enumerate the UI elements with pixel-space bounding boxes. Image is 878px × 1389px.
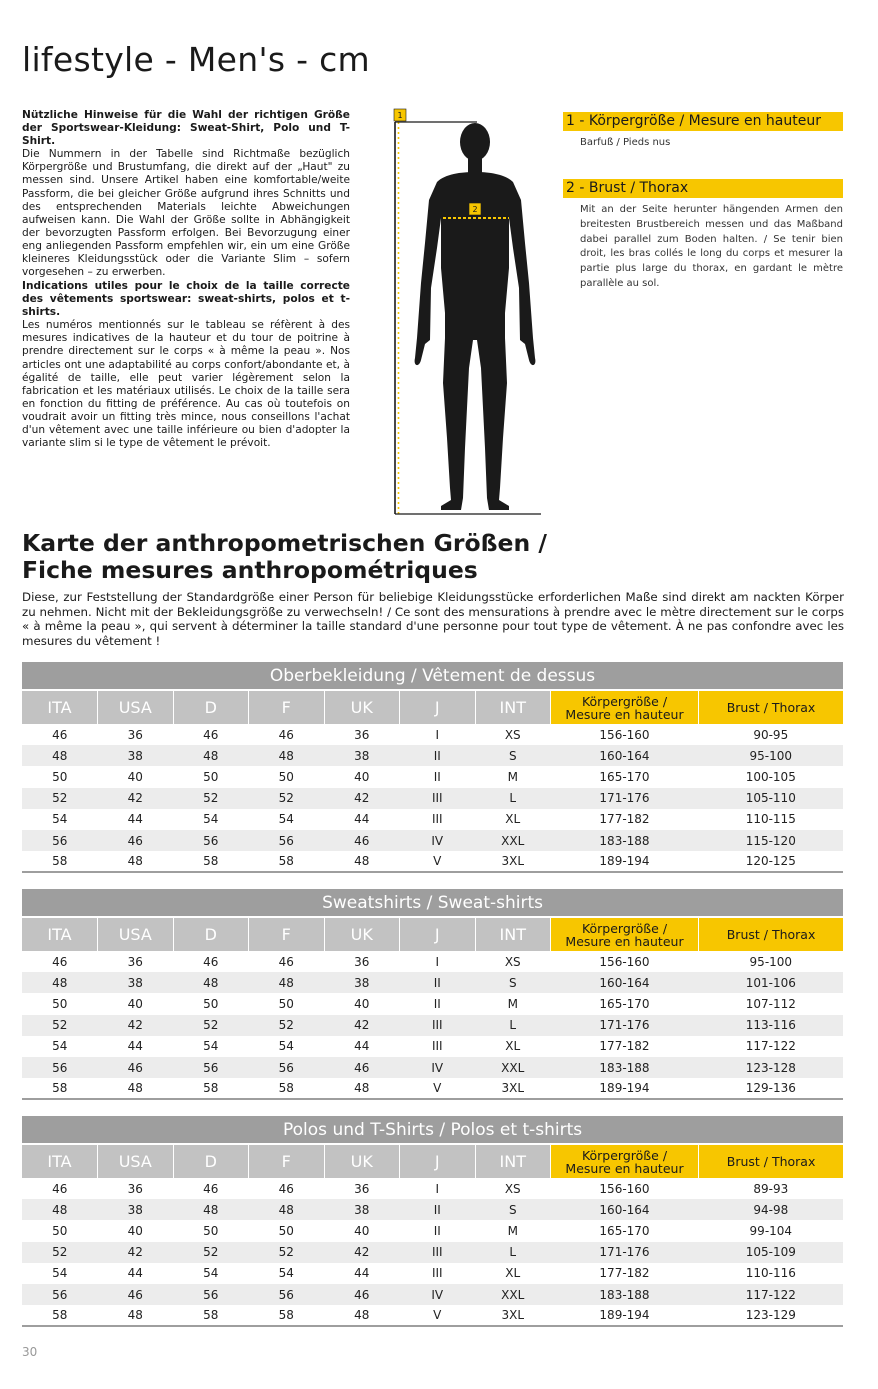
table-cell: 40 bbox=[354, 769, 370, 784]
table-cell: 48 bbox=[324, 1078, 400, 1099]
table-cell: 189-194 bbox=[551, 1078, 699, 1099]
table-cell: 156-160 bbox=[599, 1181, 650, 1196]
table-cell: 40 bbox=[127, 996, 143, 1011]
table-cell: 100-105 bbox=[745, 769, 796, 784]
table-row bbox=[22, 724, 843, 745]
table-cell: 46 bbox=[324, 1057, 400, 1078]
column-header: J bbox=[400, 690, 476, 724]
page-title: lifestyle - Men's - cm bbox=[22, 40, 371, 79]
size-table-polos bbox=[22, 1116, 843, 1327]
table-cell: 3XL bbox=[475, 851, 551, 872]
body-figure bbox=[385, 108, 545, 518]
table-cell: XXL bbox=[475, 830, 551, 851]
table-cell: 48 bbox=[22, 1199, 98, 1220]
table-cell: S bbox=[475, 972, 551, 993]
table-cell: 56 bbox=[22, 1057, 98, 1078]
column-header-height bbox=[551, 917, 699, 951]
table-cell: 52 bbox=[22, 788, 98, 809]
table-row bbox=[22, 1305, 843, 1326]
table-cell: 165-170 bbox=[599, 1223, 650, 1238]
table-cell: 42 bbox=[98, 1015, 174, 1036]
table-cell: 38 bbox=[98, 745, 174, 766]
measure-chest bbox=[563, 179, 843, 292]
table-cell: 48 bbox=[173, 745, 249, 766]
table-cell: 117-122 bbox=[745, 1039, 796, 1054]
table-cell: 46 bbox=[278, 727, 294, 742]
table-cell: M bbox=[507, 996, 518, 1011]
table-cell: 56 bbox=[249, 1057, 325, 1078]
table-row bbox=[22, 1078, 843, 1099]
table-row bbox=[22, 745, 843, 766]
table-cell: 40 bbox=[354, 1223, 370, 1238]
table-cell: M bbox=[507, 769, 518, 784]
table-cell: 171-176 bbox=[551, 1242, 699, 1263]
table-cell: 42 bbox=[324, 1242, 400, 1263]
table-cell: 183-188 bbox=[551, 1284, 699, 1305]
table-cell: XL bbox=[505, 1266, 521, 1281]
table-cell: 56 bbox=[173, 1057, 249, 1078]
table-cell: 36 bbox=[354, 727, 370, 742]
table-cell: 38 bbox=[324, 972, 400, 993]
table-cell: 46 bbox=[98, 1284, 174, 1305]
table-cell: 58 bbox=[173, 851, 249, 872]
column-header: J bbox=[400, 917, 476, 951]
table-cell: 50 bbox=[52, 996, 68, 1011]
column-header-chest: Brust / Thorax bbox=[699, 1144, 844, 1178]
table-cell: M bbox=[507, 1223, 518, 1238]
table-cell: 129-136 bbox=[699, 1078, 844, 1099]
table-cell: 36 bbox=[354, 1181, 370, 1196]
table-cell: 189-194 bbox=[551, 1305, 699, 1326]
table-cell: 54 bbox=[278, 1266, 294, 1281]
table-cell: V bbox=[400, 851, 476, 872]
table-cell: 110-116 bbox=[745, 1266, 796, 1281]
table-row bbox=[22, 809, 843, 830]
table-cell: II bbox=[400, 745, 476, 766]
column-header: UK bbox=[324, 1144, 400, 1178]
table-cell: I bbox=[435, 954, 440, 969]
column-header: USA bbox=[98, 917, 174, 951]
table-cell: 54 bbox=[203, 1266, 219, 1281]
table-cell: 117-122 bbox=[699, 1284, 844, 1305]
table-cell: III bbox=[400, 1015, 476, 1036]
column-header-height-line1: Körpergröße / bbox=[581, 920, 668, 936]
table-cell: XXL bbox=[475, 1284, 551, 1305]
table-cell: 46 bbox=[278, 1181, 294, 1196]
table-cell: 46 bbox=[203, 954, 219, 969]
table-row bbox=[22, 1178, 843, 1199]
table-cell: 52 bbox=[249, 788, 325, 809]
table-cell: 50 bbox=[52, 1223, 68, 1238]
table-cell: 115-120 bbox=[699, 830, 844, 851]
table-cell: 36 bbox=[354, 954, 370, 969]
table-cell: 105-109 bbox=[699, 1242, 844, 1263]
table-cell: 50 bbox=[203, 996, 219, 1011]
table-cell: XL bbox=[505, 812, 521, 827]
column-header: UK bbox=[324, 917, 400, 951]
table-cell: 46 bbox=[278, 954, 294, 969]
table-cell: III bbox=[400, 1242, 476, 1263]
column-header: D bbox=[173, 917, 249, 951]
table-cell: 48 bbox=[22, 745, 98, 766]
table-cell: 44 bbox=[127, 1039, 143, 1054]
column-header-chest: Brust / Thorax bbox=[699, 917, 844, 951]
column-header: D bbox=[173, 1144, 249, 1178]
table-cell: 44 bbox=[354, 1039, 370, 1054]
table-cell: L bbox=[475, 1015, 551, 1036]
table-cell: 3XL bbox=[475, 1305, 551, 1326]
table-cell: 40 bbox=[354, 996, 370, 1011]
table-cell: 38 bbox=[324, 1199, 400, 1220]
column-header: F bbox=[249, 917, 325, 951]
table-row bbox=[22, 1263, 843, 1284]
table-cell: 52 bbox=[22, 1242, 98, 1263]
table-cell: 94-98 bbox=[699, 1199, 844, 1220]
table-row bbox=[22, 788, 843, 809]
table-cell: XXL bbox=[475, 1057, 551, 1078]
table-cell: L bbox=[475, 788, 551, 809]
table-cell: II bbox=[400, 972, 476, 993]
table-cell: 113-116 bbox=[699, 1015, 844, 1036]
section-title-line2: Fiche mesures anthropométriques bbox=[22, 556, 478, 584]
table-cell: 58 bbox=[173, 1078, 249, 1099]
page-number: 30 bbox=[22, 1345, 38, 1359]
table-cell: II bbox=[433, 769, 441, 784]
table-cell: 58 bbox=[22, 851, 98, 872]
table-row bbox=[22, 1220, 843, 1241]
table-cell: 56 bbox=[22, 1284, 98, 1305]
measure-height-title: 1 - Körpergröße / Mesure en hauteur bbox=[563, 112, 843, 131]
table-cell: 58 bbox=[249, 1078, 325, 1099]
table-caption: Sweatshirts / Sweat-shirts bbox=[22, 889, 843, 917]
table-cell: 52 bbox=[173, 1015, 249, 1036]
table-cell: 48 bbox=[98, 1305, 174, 1326]
column-header: F bbox=[249, 1144, 325, 1178]
table-cell: 44 bbox=[354, 812, 370, 827]
column-header-height-line2: Mesure en hauteur bbox=[565, 1160, 684, 1176]
table-cell: 165-170 bbox=[599, 996, 650, 1011]
table-caption: Oberbekleidung / Vêtement de dessus bbox=[22, 662, 843, 690]
table-cell: IV bbox=[400, 830, 476, 851]
column-header: ITA bbox=[22, 917, 98, 951]
table-cell: II bbox=[433, 996, 441, 1011]
table-cell: 38 bbox=[324, 745, 400, 766]
table-cell: 48 bbox=[249, 1199, 325, 1220]
table-row bbox=[22, 1284, 843, 1305]
table-cell: 46 bbox=[203, 727, 219, 742]
table-row bbox=[22, 1057, 843, 1078]
section-title bbox=[22, 530, 547, 584]
table-cell: L bbox=[475, 1242, 551, 1263]
column-header: INT bbox=[475, 1144, 551, 1178]
table-cell: 54 bbox=[203, 1039, 219, 1054]
table-cell: 48 bbox=[98, 851, 174, 872]
column-header: USA bbox=[98, 1144, 174, 1178]
table-cell: S bbox=[475, 745, 551, 766]
table-row bbox=[22, 1199, 843, 1220]
height-marker-label: 1 bbox=[397, 111, 403, 120]
column-header: J bbox=[400, 1144, 476, 1178]
table-cell: 160-164 bbox=[551, 972, 699, 993]
table-cell: 44 bbox=[354, 1266, 370, 1281]
table-cell: 56 bbox=[173, 1284, 249, 1305]
table-cell: 46 bbox=[324, 830, 400, 851]
table-cell: 46 bbox=[203, 1181, 219, 1196]
table-cell: 46 bbox=[98, 830, 174, 851]
table-row bbox=[22, 766, 843, 787]
table-cell: 48 bbox=[173, 1199, 249, 1220]
table-cell: 101-106 bbox=[699, 972, 844, 993]
table-cell: III bbox=[431, 1039, 443, 1054]
table-cell: 42 bbox=[324, 1015, 400, 1036]
column-header: USA bbox=[98, 690, 174, 724]
table-cell: 58 bbox=[249, 1305, 325, 1326]
table-cell: 48 bbox=[249, 972, 325, 993]
table-cell: 58 bbox=[173, 1305, 249, 1326]
table-cell: 50 bbox=[52, 769, 68, 784]
table-cell: 54 bbox=[52, 1039, 68, 1054]
size-table-outerwear bbox=[22, 662, 843, 873]
chest-marker-label: 2 bbox=[472, 205, 478, 214]
table-cell: 54 bbox=[52, 812, 68, 827]
column-header: INT bbox=[475, 917, 551, 951]
table-cell: 44 bbox=[127, 1266, 143, 1281]
column-header: D bbox=[173, 690, 249, 724]
section-description: Diese, zur Feststellung der Standardgröße einer Person für beliebige Kleidungsstücke erforderlichen Maße sind direkt am nackten Körper zu nehmen. Nicht mit der Bekleidungsgröße zu verwechseln! / Ce sont des mensurations à prendre avec le mètre directement sur le corps « à même la peau », qui servent à déterminer la taille standard d'une personne pour tout type de vêtement. À ne pas confondre avec les mesures du vêtement ! bbox=[22, 590, 844, 648]
table-cell: 183-188 bbox=[551, 830, 699, 851]
table-row bbox=[22, 1242, 843, 1263]
table-cell: 177-182 bbox=[599, 812, 650, 827]
table-cell: 54 bbox=[278, 812, 294, 827]
table-cell: 50 bbox=[203, 769, 219, 784]
table-cell: I bbox=[435, 1181, 440, 1196]
table-cell: 56 bbox=[173, 830, 249, 851]
table-cell: 46 bbox=[52, 727, 68, 742]
column-header-height-line2: Mesure en hauteur bbox=[565, 706, 684, 722]
table-cell: XL bbox=[505, 1039, 521, 1054]
table-cell: 107-112 bbox=[745, 996, 796, 1011]
table-cell: 177-182 bbox=[599, 1266, 650, 1281]
table-cell: V bbox=[400, 1078, 476, 1099]
table-cell: 38 bbox=[98, 1199, 174, 1220]
measure-height bbox=[563, 112, 843, 151]
table-caption: Polos und T-Shirts / Polos et t-shirts bbox=[22, 1116, 843, 1144]
table-cell: S bbox=[475, 1199, 551, 1220]
table-cell: 160-164 bbox=[551, 745, 699, 766]
column-header-height-line2: Mesure en hauteur bbox=[565, 933, 684, 949]
table-cell: II bbox=[400, 1199, 476, 1220]
table-row bbox=[22, 1036, 843, 1057]
table-cell: 56 bbox=[249, 1284, 325, 1305]
column-header-chest: Brust / Thorax bbox=[699, 690, 844, 724]
intro-french bbox=[22, 280, 350, 450]
table-cell: XS bbox=[504, 727, 521, 742]
table-cell: 42 bbox=[98, 788, 174, 809]
table-cell: 156-160 bbox=[599, 727, 650, 742]
intro-french-heading: Indications utiles pour le choix de la taille correcte des vêtements sportswear: sweat-shirts, polos et t-shirts. bbox=[22, 280, 350, 319]
table-row bbox=[22, 972, 843, 993]
table-cell: 177-182 bbox=[599, 1039, 650, 1054]
table-cell: 52 bbox=[173, 788, 249, 809]
table-cell: 50 bbox=[278, 769, 294, 784]
table-cell: 189-194 bbox=[551, 851, 699, 872]
table-cell: 123-129 bbox=[699, 1305, 844, 1326]
table-cell: 160-164 bbox=[551, 1199, 699, 1220]
section-title-line1: Karte der anthropometrischen Größen / bbox=[22, 529, 547, 557]
table-row bbox=[22, 851, 843, 872]
measure-chest-text: Mit an der Seite herunter hängenden Armen den breitesten Brustbereich messen und das Maßband dabei parallel zum Boden halten. / Se tenir bien droit, les bras collés le long du corps et mesurer la partie plus large du thorax, en gardant le mètre parallèle au sol. bbox=[580, 204, 843, 289]
table-cell: 95-100 bbox=[699, 745, 844, 766]
column-header: UK bbox=[324, 690, 400, 724]
intro-french-text: Les numéros mentionnés sur le tableau se réfèrent à des mesures indicatives de la hauteur et du tour de poitrine à prendre directement sur le corps « à même la peau ». Nos articles ont une adaptabilité au corps confort/abondante et, à égalité de taille, elle peut varier légèrement selon la fabrication et les matériaux utilisés. Le choix de la taille sera en fonction du fitting de préférence. Au cas où toutefois on voudrait avoir un fitting très mince, nous conseillons l'achat d'un vêtement avec une taille inférieure ou bien d'adopter la variante slim si le type de vêtement le prévoit. bbox=[22, 319, 350, 450]
table-cell: III bbox=[431, 812, 443, 827]
table-cell: 36 bbox=[127, 954, 143, 969]
table-cell: XS bbox=[504, 1181, 521, 1196]
table-cell: 48 bbox=[324, 851, 400, 872]
size-table-sweatshirts bbox=[22, 889, 843, 1100]
table-cell: 56 bbox=[249, 830, 325, 851]
table-cell: 54 bbox=[52, 1266, 68, 1281]
table-cell: II bbox=[433, 1223, 441, 1238]
table-cell: 48 bbox=[22, 972, 98, 993]
table-cell: 165-170 bbox=[599, 769, 650, 784]
table-cell: 171-176 bbox=[551, 788, 699, 809]
table-cell: 54 bbox=[203, 812, 219, 827]
table-cell: 42 bbox=[324, 788, 400, 809]
column-header: ITA bbox=[22, 1144, 98, 1178]
table-cell: 52 bbox=[22, 1015, 98, 1036]
table-cell: 46 bbox=[98, 1057, 174, 1078]
table-cell: 48 bbox=[249, 745, 325, 766]
table-cell: 46 bbox=[324, 1284, 400, 1305]
table-cell: 44 bbox=[127, 812, 143, 827]
table-cell: 89-93 bbox=[753, 1181, 789, 1196]
intro-german bbox=[22, 109, 350, 279]
table-cell: 58 bbox=[22, 1305, 98, 1326]
table-cell: 120-125 bbox=[699, 851, 844, 872]
table-cell: 171-176 bbox=[551, 1015, 699, 1036]
column-header-height bbox=[551, 1144, 699, 1178]
table-cell: 183-188 bbox=[551, 1057, 699, 1078]
table-cell: V bbox=[400, 1305, 476, 1326]
table-cell: 40 bbox=[127, 1223, 143, 1238]
table-cell: 3XL bbox=[475, 1078, 551, 1099]
table-cell: III bbox=[400, 788, 476, 809]
table-cell: 36 bbox=[127, 727, 143, 742]
column-header-height-line1: Körpergröße / bbox=[581, 693, 668, 709]
table-cell: 52 bbox=[173, 1242, 249, 1263]
man-silhouette-icon bbox=[385, 108, 545, 518]
table-cell: 123-128 bbox=[699, 1057, 844, 1078]
table-row bbox=[22, 830, 843, 851]
table-cell: 52 bbox=[249, 1242, 325, 1263]
table-cell: 46 bbox=[52, 1181, 68, 1196]
measure-chest-title: 2 - Brust / Thorax bbox=[563, 179, 843, 198]
table-cell: III bbox=[431, 1266, 443, 1281]
table-cell: 56 bbox=[22, 830, 98, 851]
table-cell: IV bbox=[400, 1057, 476, 1078]
table-cell: 95-100 bbox=[749, 954, 793, 969]
table-cell: XS bbox=[504, 954, 521, 969]
table-cell: I bbox=[435, 727, 440, 742]
table-cell: 36 bbox=[127, 1181, 143, 1196]
measure-height-text: Barfuß / Pieds nus bbox=[580, 137, 671, 148]
column-header: F bbox=[249, 690, 325, 724]
table-cell: 40 bbox=[127, 769, 143, 784]
table-cell: 46 bbox=[52, 954, 68, 969]
table-cell: 38 bbox=[98, 972, 174, 993]
table-cell: 54 bbox=[278, 1039, 294, 1054]
table-row bbox=[22, 1015, 843, 1036]
table-cell: 105-110 bbox=[699, 788, 844, 809]
intro-german-heading: Nützliche Hinweise für die Wahl der richtigen Größe der Sportswear-Kleidung: Sweat-Shirt, Polo und T-Shirt. bbox=[22, 109, 350, 148]
table-cell: 50 bbox=[278, 996, 294, 1011]
table-cell: 48 bbox=[98, 1078, 174, 1099]
table-cell: 48 bbox=[324, 1305, 400, 1326]
table-cell: 48 bbox=[173, 972, 249, 993]
table-cell: 52 bbox=[249, 1015, 325, 1036]
table-cell: 42 bbox=[98, 1242, 174, 1263]
table-cell: 99-104 bbox=[749, 1223, 793, 1238]
table-cell: 50 bbox=[203, 1223, 219, 1238]
column-header-height-line1: Körpergröße / bbox=[581, 1147, 668, 1163]
intro-german-text: Die Nummern in der Tabelle sind Richtmaße bezüglich Körpergröße und Brustumfang, die direkt auf der „Haut" zu messen sind. Unsere Artikel haben eine komfortable/weite Passform, die bei gleicher Größe aufgrund ihres Schnitts und des entsprechenden Materials leichte Abweichungen aufweisen kann. Die Wahl der Größe sollte in Abhängigkeit der bevorzugten Passform erfolgen. Bei Bevorzugung einer eng anliegenden Passform empfehlen wir, ein um eine Größe kleineres Kleidungsstück oder die Variante Slim – sofern vorgesehen – zu erwerben. bbox=[22, 148, 350, 279]
table-cell: 110-115 bbox=[745, 812, 796, 827]
table-row bbox=[22, 951, 843, 972]
table-cell: 156-160 bbox=[599, 954, 650, 969]
table-cell: 58 bbox=[249, 851, 325, 872]
table-cell: 90-95 bbox=[753, 727, 789, 742]
table-cell: 50 bbox=[278, 1223, 294, 1238]
table-cell: IV bbox=[400, 1284, 476, 1305]
column-header-height bbox=[551, 690, 699, 724]
table-row bbox=[22, 993, 843, 1014]
column-header: ITA bbox=[22, 690, 98, 724]
table-cell: 58 bbox=[22, 1078, 98, 1099]
column-header: INT bbox=[475, 690, 551, 724]
